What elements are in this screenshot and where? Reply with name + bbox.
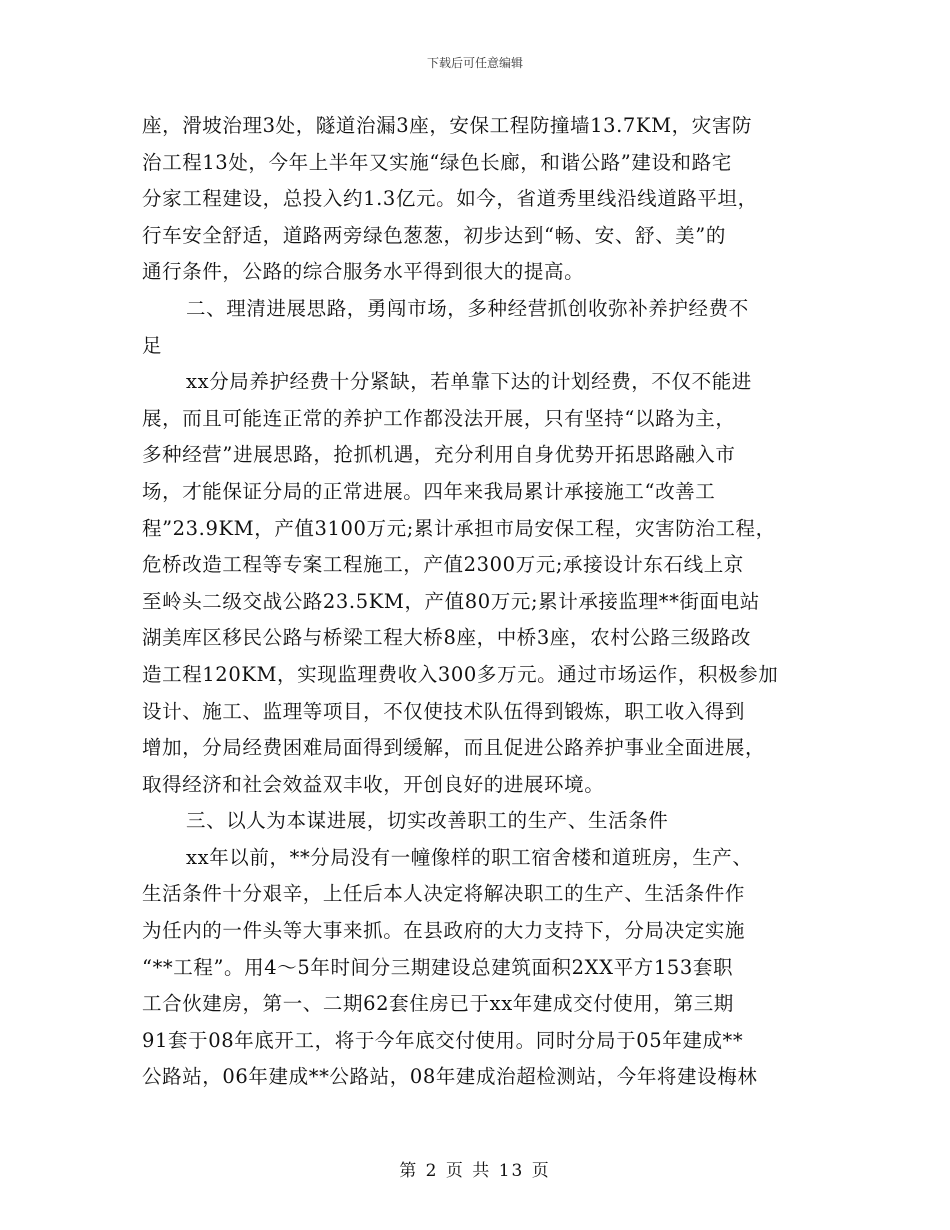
- text-line: 至岭头二级交战公路23.5KM，产值80万元;累计承接监理**街面电站: [142, 589, 760, 613]
- text-line: 工合伙建房，第一、二期62套住房已于xx年建成交付使用，第三期: [142, 992, 734, 1016]
- text-line: 危桥改造工程等专案工程施工，产值2300万元;承接设计东石线上京: [142, 553, 744, 577]
- text-line: 程”23.9KM，产值3100万元;累计承担市局安保工程，灾害防治工程，: [142, 516, 776, 540]
- section-heading-2: 二、理清进展思路，勇闯市场，多种经营抓创收弥补养护经费不: [186, 296, 749, 320]
- text-line: 设计、施工、监理等项目，不仅使技术队伍得到锻炼，职工收入得到: [142, 699, 746, 723]
- text-line: 座，滑坡治理3处，隧道治漏3座，安保工程防撞墙13.7KM，灾害防: [142, 114, 753, 137]
- text-line: 取得经济和社会效益双丰收，开创良好的进展环境。: [142, 772, 605, 796]
- text-line: 治工程13处，今年上半年又实施“绿色长廊，和谐公路”建设和路宅: [142, 150, 732, 174]
- document-body: [142, 108, 822, 1096]
- text-line: 公路站，06年建成**公路站，08年建成治超检测站，今年将建设梅林: [142, 1065, 758, 1089]
- text-line: 多种经营”进展思路，抢抓机遇，充分利用自身优势开拓思路融入市: [142, 443, 736, 467]
- text-line: “**工程”。用4～5年时间分三期建设总建筑面积2XX平方153套职: [142, 955, 734, 979]
- text-line: 展，而且可能连正常的养护工作都没法开展，只有坚持“以路为主，: [142, 406, 736, 430]
- page-number-footer: 第 2 页 共 13 页: [399, 1161, 551, 1181]
- section-heading-3: 三、以人为本谋进展，切实改善职工的生产、生活条件: [186, 809, 669, 833]
- text-line: 增加，分局经费困难局面得到缓解，而且促进公路养护事业全面进展，: [142, 736, 766, 760]
- text-line: xx分局养护经费十分紧缺，若单靠下达的计划经费，不仅不能进: [186, 370, 752, 394]
- text-line: 生活条件十分艰辛，上任后本人决定将解决职工的生产、生活条件作: [142, 882, 746, 906]
- text-line: 通行条件，公路的综合服务水平得到很大的提高。: [142, 260, 585, 284]
- text-line: 湖美库区移民公路与桥梁工程大桥8座，中桥3座，农村公路三级路改: [142, 626, 751, 650]
- text-line: xx年以前，**分局没有一幢像样的职工宿舍楼和道班房，生产、: [186, 845, 753, 869]
- text-line: 造工程120KM，实现监理费收入300多万元。通过市场运作，积极参加: [142, 662, 779, 686]
- text-line: 足: [142, 333, 163, 357]
- text-line: 行车安全舒适，道路两旁绿色葱葱，初步达到“畅、安、舒、美”的: [142, 223, 726, 247]
- text-line: 分家工程建设，总投入约1.3亿元。如今，省道秀里线沿线道路平坦，: [142, 187, 758, 211]
- page-header: 下载后可任意编辑: [426, 56, 523, 70]
- text-line: 场，才能保证分局的正常进展。四年来我局累计承接施工“改善工: [142, 479, 716, 503]
- text-line: 91套于08年底开工，将于今年底交付使用。同时分局于05年建成**: [142, 1028, 744, 1052]
- text-line: 为任内的一件头等大事来抓。在县政府的大力支持下，分局决定实施: [142, 919, 746, 943]
